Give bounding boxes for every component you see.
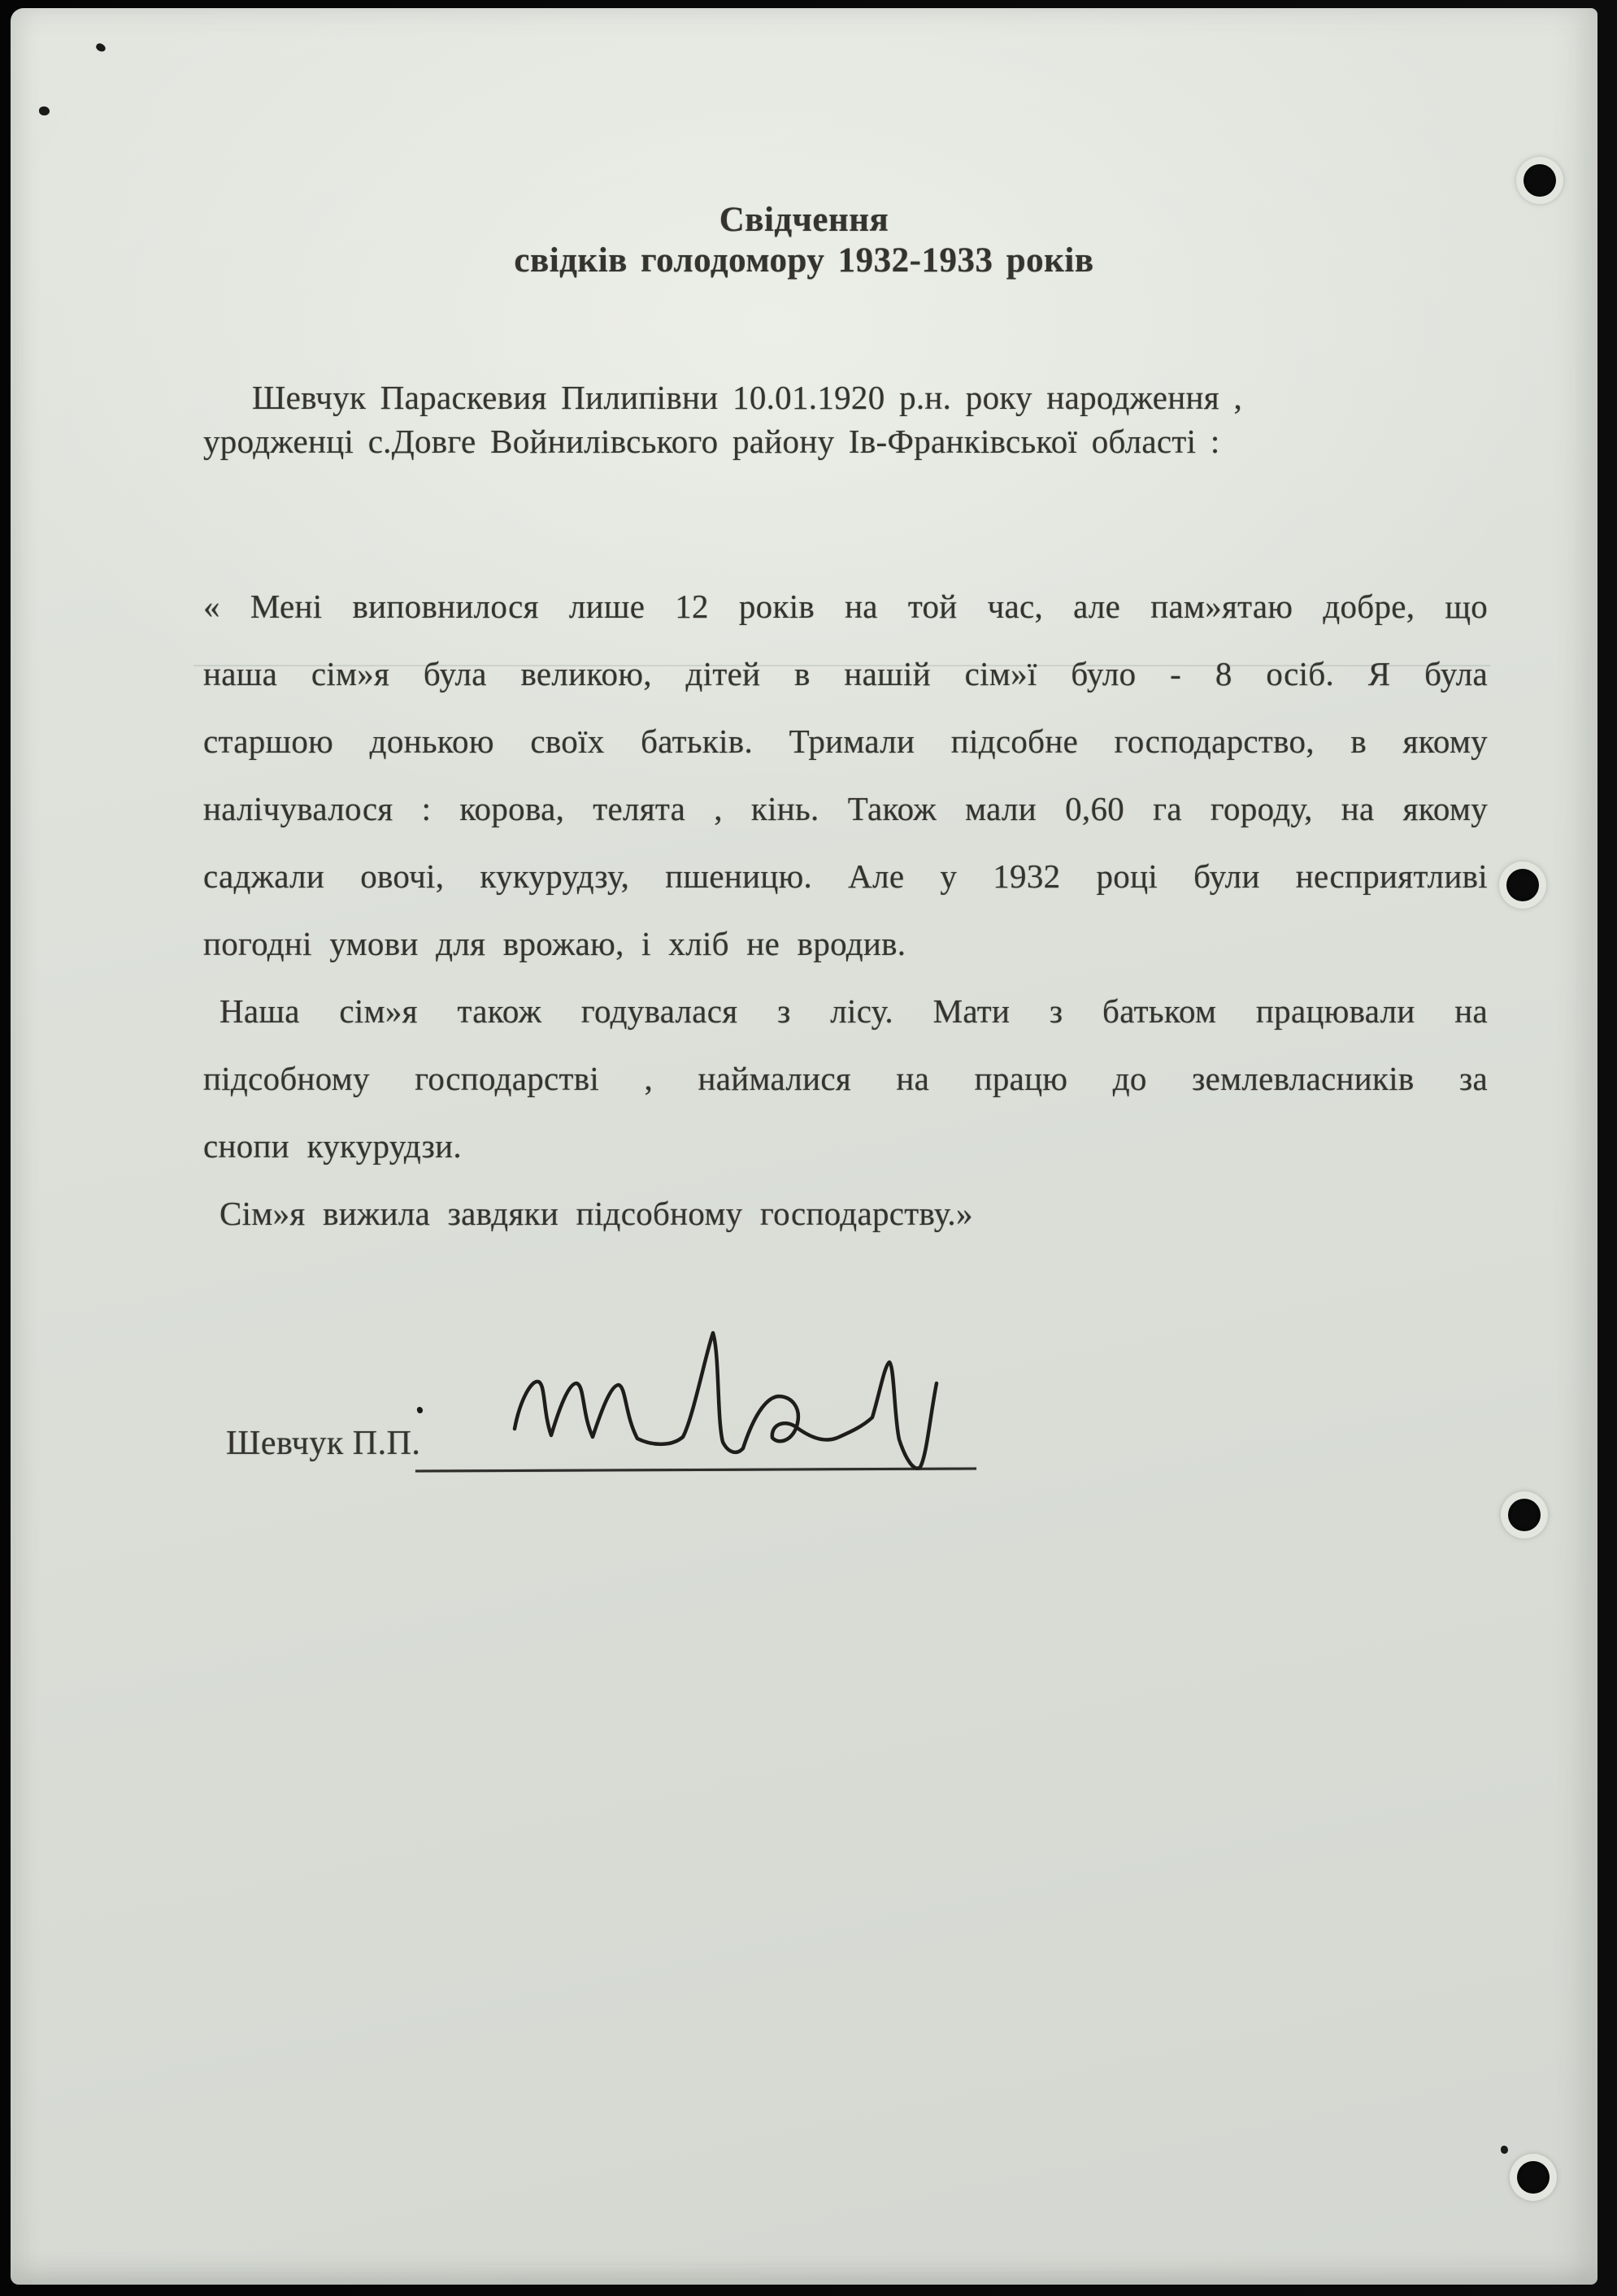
testimony-line: старшою донькою своїх батьків. Тримали підсобне господарство, в якому [203, 723, 1488, 760]
document-title [11, 200, 1597, 281]
testimony-line: Сім»я вижила завдяки підсобному господарству.» [220, 1195, 973, 1232]
dust-speck [416, 1406, 424, 1414]
punch-hole [1510, 2154, 1557, 2201]
testimony-line: снопи кукурудзи. [203, 1127, 462, 1165]
testimony-line: погодні умови для врожаю, і хліб не вродив. [203, 925, 906, 962]
witness-birthplace-line: уродженці с.Довге Войнилівського району Ів-Франківської області : [203, 423, 1220, 460]
title-line-1: Свідчення [719, 201, 889, 239]
punch-hole [1499, 862, 1546, 909]
testimony-line: наша сім»я була великою, дітей в нашій сім»ї було - 8 осіб. Я була [203, 655, 1488, 692]
dust-speck [95, 42, 107, 53]
dust-speck [39, 106, 50, 115]
punch-hole [1516, 157, 1563, 204]
testimony-line: саджали овочі, кукурудзу, пшеницю. Але у 1932 році були несприятливі [203, 857, 1488, 895]
testimony-line: підсобному господарстві , наймалися на працю до землевласників за [203, 1060, 1488, 1097]
witness-name-line: Шевчук Параскевия Пилипівни 10.01.1920 р.н. року народження , [252, 379, 1243, 416]
witness-details [203, 375, 1496, 463]
signatory-name: Шевчук П.П. [226, 1425, 421, 1462]
handwritten-signature [478, 1315, 998, 1494]
dust-speck [1501, 2146, 1508, 2154]
testimony-line: « Мені виповнилося лише 12 років на той час, але пам»ятаю добре, що [203, 588, 1488, 625]
punch-hole [1501, 1491, 1548, 1539]
testimony-text [203, 573, 1488, 1248]
document-page [11, 8, 1597, 2285]
testimony-line: налічувалося : корова, телята , кінь. Також мали 0,60 га городу, на якому [203, 790, 1488, 827]
title-line-2: свідків голодомору 1932-1933 років [514, 241, 1094, 280]
testimony-line: Наша сім»я також годувалася з лісу. Мати з батьком працювали на [220, 992, 1488, 1030]
